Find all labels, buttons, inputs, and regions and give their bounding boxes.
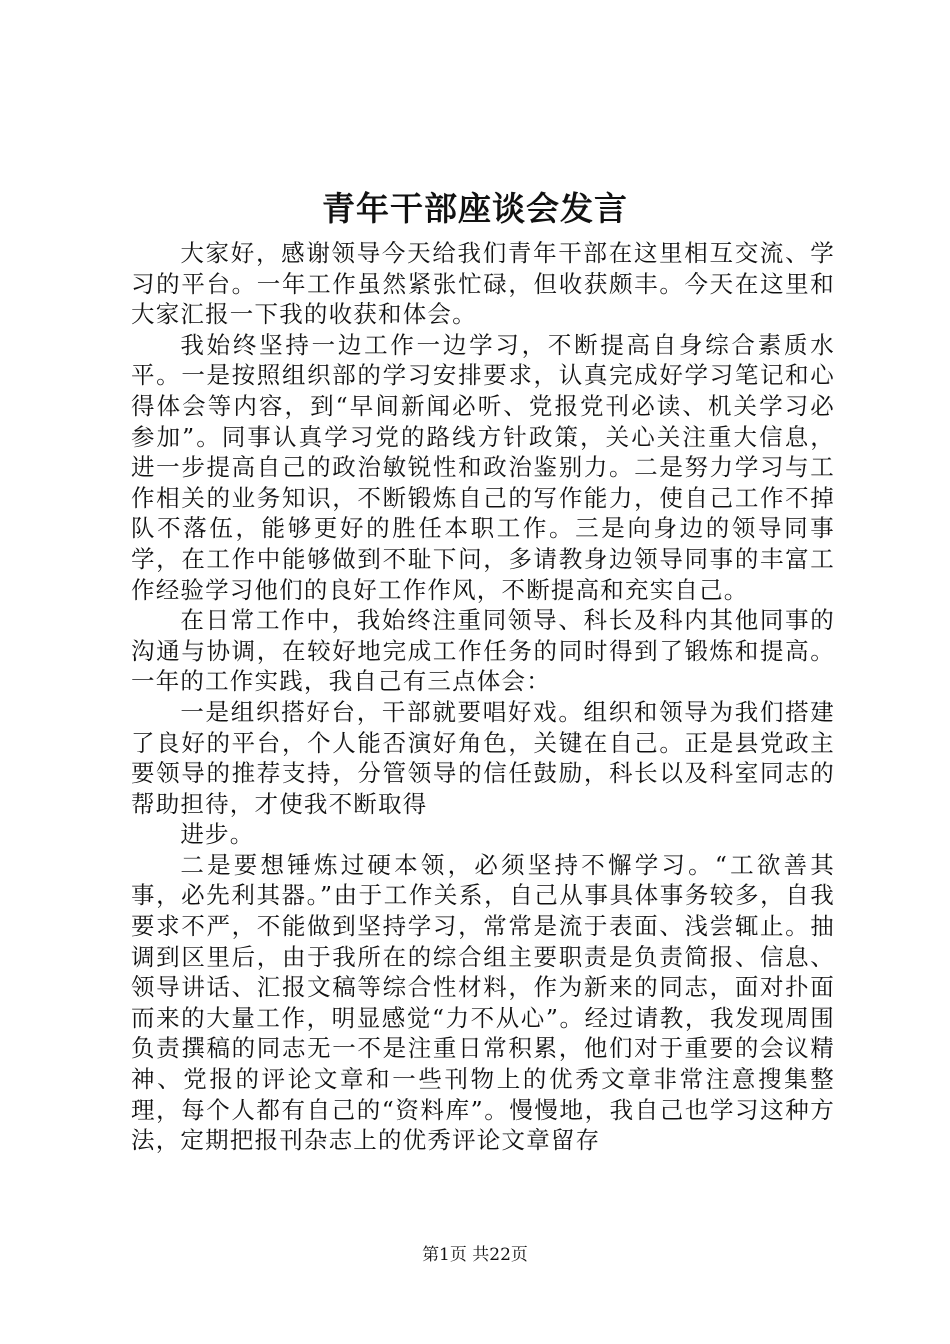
paragraph-point-one: 一是组织搭好台，干部就要唱好戏。组织和领导为我们搭建了良好的平台，个人能否演好角色，关键在自己。正是县党政主要领导的推荐支持，分管领导的信任鼓励，科长以及科室同志的帮助担待，才使我不断取得 (131, 697, 835, 818)
paragraph-daily-work: 在日常工作中，我始终注重同领导、科长及科内其他同事的沟通与协调，在较好地完成工作任务的同时得到了锻炼和提高。一年的工作实践，我自己有三点体会： (131, 606, 835, 696)
paragraph-point-two: 二是要想锤炼过硬本领，必须坚持不懈学习。“工欲善其事，必先利其器。”由于工作关系，自己从事具体事务较多，自我要求不严，不能做到坚持学习，常常是流于表面、浅尝辄止。抽调到区里后，由于我所在的综合组主要职责是负责简报、信息、领导讲话、汇报文稿等综合性材料，作为新来的同志，面对扑面而来的大量工作，明显感觉“力不从心”。经过请教，我发现周围负责撰稿的同志无一不是注重日常积累，他们对于重要的会议精神、党报的评论文章和一些刊物上的优秀文章非常注意搜集整理，每个人都有自己的“资料库”。慢慢地，我自己也学习这种方法，定期把报刊杂志上的优秀评论文章留存 (131, 850, 835, 1155)
paragraph-study: 我始终坚持一边工作一边学习，不断提高自身综合素质水平。一是按照组织部的学习安排要求，认真完成好学习笔记和心得体会等内容，到“早间新闻必听、党报党刊必读、机关学习必参加”。同事认真学习党的路线方针政策，关心关注重大信息，进一步提高自己的政治敏锐性和政治鉴别力。二是努力学习与工作相关的业务知识，不断锻炼自己的写作能力，使自己工作不掉队不落伍，能够更好的胜任本职工作。三是向身边的领导同事学，在工作中能够做到不耻下问，多请教身边领导同事的丰富工作经验学习他们的良好工作作风，不断提高和充实自己。 (131, 330, 835, 604)
paragraph-greeting: 大家好，感谢领导今天给我们青年干部在这里相互交流、学习的平台。一年工作虽然紧张忙碌，但收获颇丰。今天在这里和大家汇报一下我的收获和体会。 (131, 239, 835, 329)
paragraph-point-one-continued: 进步。 (180, 820, 255, 849)
document-title: 青年干部座谈会发言 (322, 189, 628, 228)
document-body (131, 238, 835, 1156)
page-number: 第1页 共22页 (422, 1245, 528, 1265)
